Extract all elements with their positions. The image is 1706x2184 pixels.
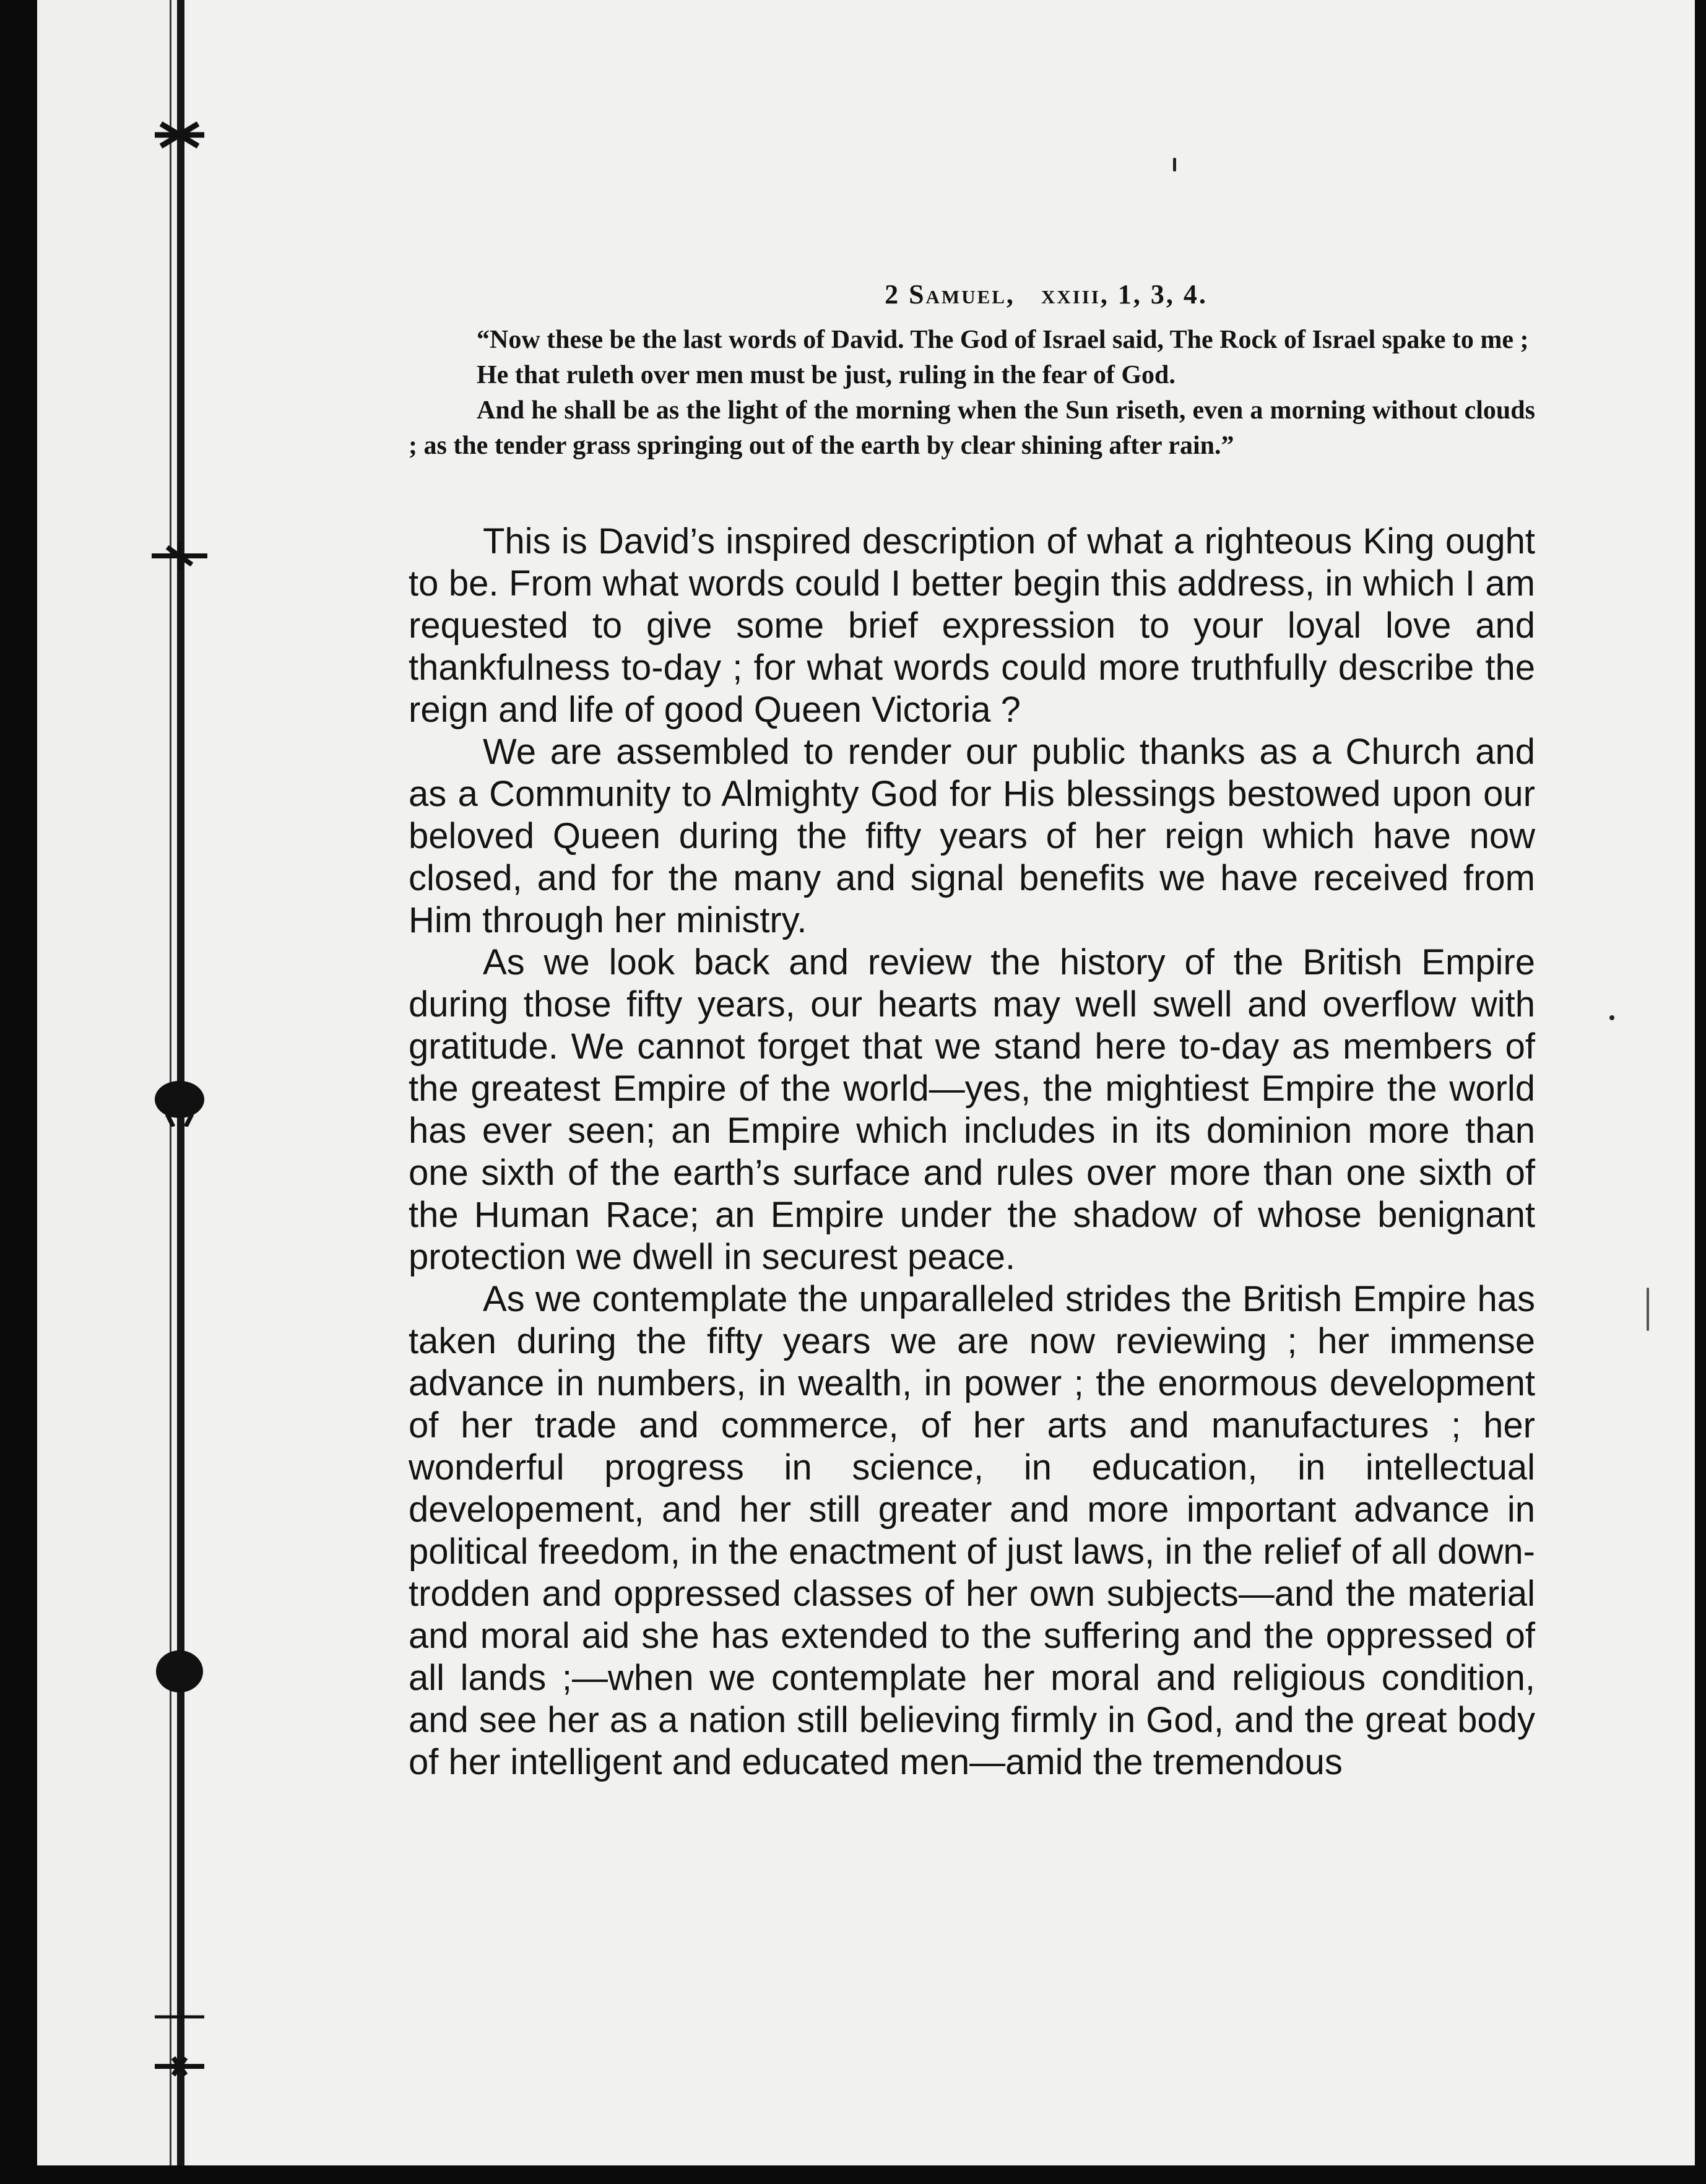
stitch-mark xyxy=(149,1647,210,1696)
epigraph-line: “Now these be the last words of David. The God of Israel said, The Rock of Israel spake to me ; xyxy=(477,326,1529,354)
stitch-mark xyxy=(149,1077,210,1127)
stitch-mark xyxy=(149,2000,210,2034)
stitch-mark xyxy=(149,539,210,573)
stitch-mark xyxy=(149,118,210,152)
epigraph-line: He that ruleth over men must be just, ruling in the fear of God. xyxy=(477,361,1176,389)
paragraph: We are assembled to render our public thanks as a Church and as a Community to Almighty God for His blessings bestowed upon our beloved Queen during the fifty years of her reign which have now closed, and for the many and signal benefits we have received from Him through her ministry. xyxy=(409,732,1535,940)
sermon-body xyxy=(409,521,1535,1783)
chapter-verses: xxiii, 1, 3, 4. xyxy=(1041,279,1208,310)
epigraph xyxy=(409,323,1535,464)
scan-speck xyxy=(1647,1288,1649,1331)
paragraph: As we contemplate the unparalleled strides the British Empire has taken during the fifty years we are now reviewing ; her immense advance in numbers, in wealth, in power ; the enormous development of her trade and commerce, of her arts and manufactures ; her wonderful progress in science, in education, in intellectual developement, and her still greater and more important advance in political freedom, in the enactment of just laws, in the relief of all down-trodden and oppressed classes of her own subjects—and the material and moral aid she has extended to the suffering and the oppressed of all lands ;—when we contemplate her moral and religious condition, and see her as a nation still believing firmly in God, and the great body of her intelligent and educated men—amid the tremendous xyxy=(409,1279,1535,1782)
stitch-mark xyxy=(149,2049,210,2084)
scripture-reference xyxy=(557,279,1535,310)
scan-border-right xyxy=(1695,0,1706,2184)
scan-border-left xyxy=(0,0,37,2184)
scan-border-bottom xyxy=(0,2165,1706,2184)
epigraph-line: And he shall be as the light of the morning when the Sun riseth, even a morning without clouds ; as the tender grass springing out of the earth by clear shining after rain.” xyxy=(409,396,1535,460)
page-content xyxy=(409,279,1535,1783)
book-name: 2 Samuel, xyxy=(885,279,1015,310)
scan-speck xyxy=(1173,158,1176,171)
paragraph: This is David’s inspired description of what a righteous King ought to be. From what words could I better begin this address, in which I am requested to give some brief expression to your loyal love and thankfulness to-day ; for what words could more truthfully describe the reign and life of good Queen Victoria ? xyxy=(409,521,1535,730)
paragraph: As we look back and review the history of the British Empire during those fifty years, our hearts may well swell and overflow with gratitude. We cannot forget that we stand here to-day as members of the greatest Empire of the world—yes, the mightiest Empire the world has ever seen; an Empire which includes in its dominion more than one sixth of the earth’s surface and rules over more than one sixth of the Human Race; an Empire under the shadow of whose benignant protection we dwell in securest peace. xyxy=(409,942,1535,1277)
scan-speck xyxy=(1609,1015,1614,1020)
